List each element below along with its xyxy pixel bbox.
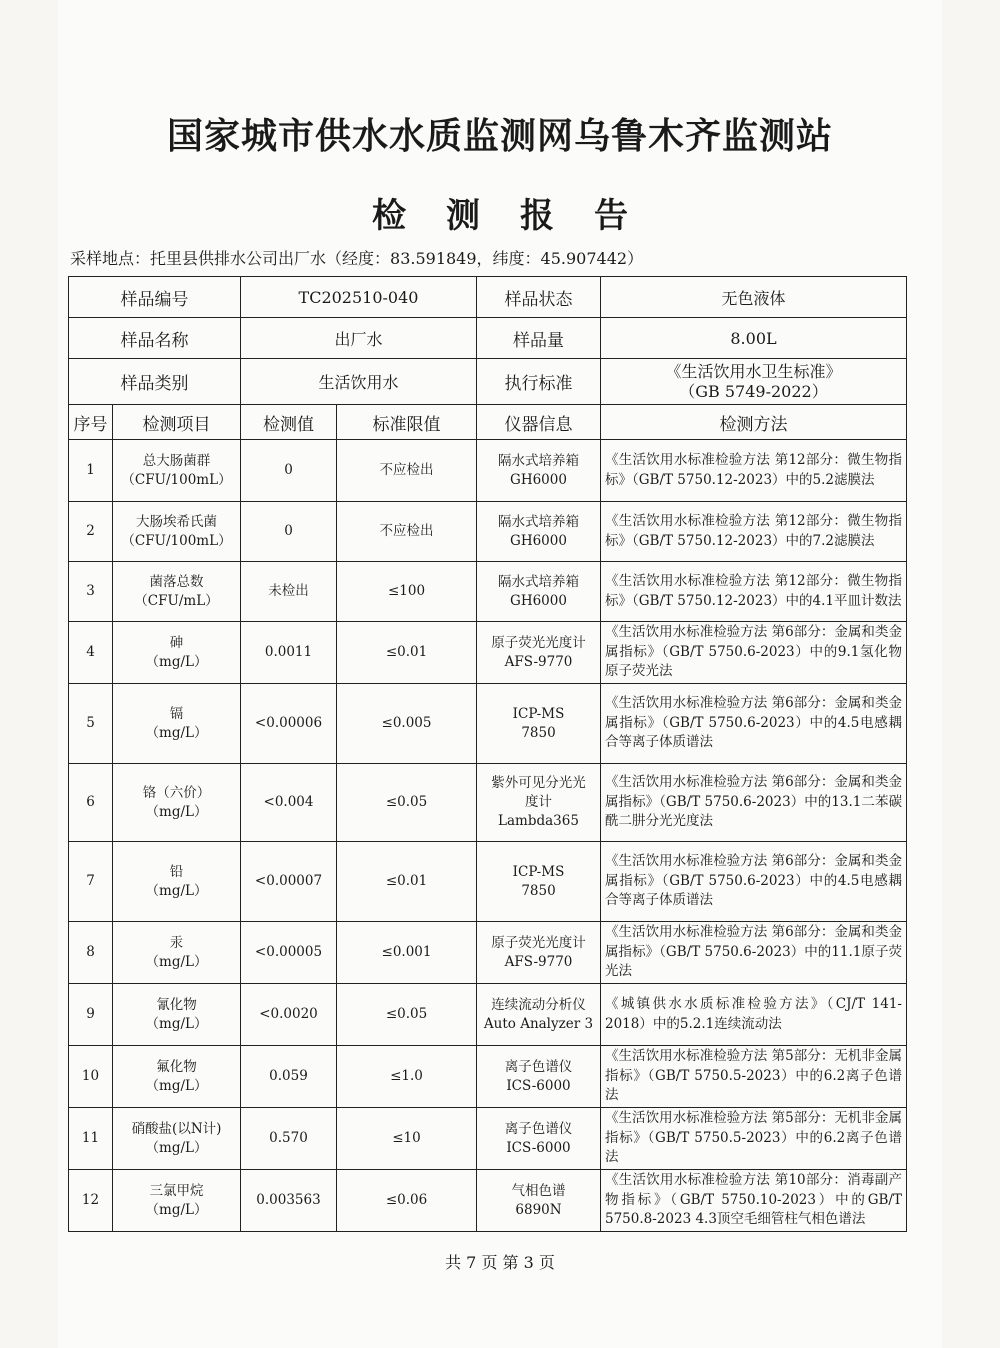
table-row <box>69 1108 907 1170</box>
test-method: 《生活饮用水标准检验方法 第12部分：微生物指标》（GB/T 5750.12-2023）中的4.1平皿计数法 <box>601 562 907 622</box>
standard-code: （GB 5749-2022） <box>679 381 828 401</box>
test-method: 《城镇供水水质标准检验方法》（CJ/T 141-2018）中的5.2.1连续流动法 <box>601 984 907 1046</box>
col-header-limit: 标准限值 <box>337 405 477 440</box>
test-value: 0.003563 <box>241 1170 337 1232</box>
instrument-line: ICS-6000 <box>506 1077 571 1094</box>
standard-limit: ≤0.01 <box>337 842 477 922</box>
test-method: 《生活饮用水标准检验方法 第5部分：无机非金属指标》（GB/T 5750.5-2023）中的6.2离子色谱法 <box>601 1108 907 1170</box>
sample-name-label: 样品名称 <box>69 318 241 359</box>
test-value: <0.0020 <box>241 984 337 1046</box>
instrument-line: 7850 <box>521 882 556 899</box>
test-value: <0.00007 <box>241 842 337 922</box>
test-item-unit: （mg/L） <box>145 882 208 899</box>
standard-limit: ≤0.06 <box>337 1170 477 1232</box>
test-item <box>113 440 241 502</box>
row-number: 8 <box>69 922 113 984</box>
row-number: 1 <box>69 440 113 502</box>
sampling-value: 托里县供排水公司出厂水（经度：83.591849，纬度：45.907442） <box>150 249 644 268</box>
col-header-method: 检测方法 <box>601 405 907 440</box>
test-item-unit: （CFU/100mL） <box>121 471 232 488</box>
sample-type-value: 生活饮用水 <box>241 359 477 405</box>
table-row <box>69 684 907 764</box>
instrument-line: AFS-9770 <box>504 953 573 970</box>
instrument-line: 度计 <box>525 794 552 810</box>
instrument-line: 隔水式培养箱 <box>498 573 579 590</box>
info-row-sample-type <box>69 359 907 405</box>
column-header-row <box>69 405 907 440</box>
test-item-unit: （mg/L） <box>145 653 208 670</box>
test-method: 《生活饮用水标准检验方法 第6部分：金属和类金属指标》（GB/T 5750.6-2023）中的9.1氢化物原子荧光法 <box>601 622 907 684</box>
test-item-name: 砷 <box>169 634 184 651</box>
page-number: 共 7 页 第 3 页 <box>445 1253 555 1272</box>
sampling-label: 采样地点： <box>70 249 151 268</box>
row-number: 10 <box>69 1046 113 1108</box>
report-title: 检测报告 <box>372 196 668 236</box>
instrument-info <box>477 842 601 922</box>
instrument-info <box>477 764 601 842</box>
test-item-unit: （mg/L） <box>145 953 208 970</box>
table-row <box>69 502 907 562</box>
instrument-line: 原子荧光光度计 <box>491 934 586 951</box>
test-value: 0 <box>241 440 337 502</box>
test-value: 0.0011 <box>241 622 337 684</box>
row-number: 2 <box>69 502 113 562</box>
instrument-line: Lambda365 <box>498 813 579 829</box>
test-method: 《生活饮用水标准检验方法 第10部分：消毒副产物指标》（GB/T 5750.10-2023）中的GB/T 5750.8-2023 4.3顶空毛细管柱气相色谱法 <box>601 1170 907 1232</box>
instrument-line: 隔水式培养箱 <box>498 452 579 469</box>
col-header-no: 序号 <box>69 405 113 440</box>
test-item-name: 铬（六价） <box>142 784 211 801</box>
test-item-unit: （mg/L） <box>145 1139 208 1156</box>
standard-value <box>601 359 907 405</box>
test-item-name: 硝酸盐(以N计) <box>131 1120 222 1137</box>
standard-limit: ≤0.005 <box>337 684 477 764</box>
table-row <box>69 1046 907 1108</box>
test-item <box>113 842 241 922</box>
row-number: 9 <box>69 984 113 1046</box>
standard-limit: 不应检出 <box>337 502 477 562</box>
row-number: 7 <box>69 842 113 922</box>
sample-no-label: 样品编号 <box>69 277 241 318</box>
standard-limit: ≤0.001 <box>337 922 477 984</box>
test-value: 未检出 <box>241 562 337 622</box>
test-value: <0.00006 <box>241 684 337 764</box>
test-item-unit: （mg/L） <box>145 803 208 820</box>
test-item <box>113 1108 241 1170</box>
test-item-unit: （mg/L） <box>145 1077 208 1094</box>
report-table <box>68 276 907 1232</box>
table-row <box>69 1170 907 1232</box>
test-item-name: 三氯甲烷 <box>149 1182 204 1199</box>
table-row <box>69 842 907 922</box>
test-item-name: 镉 <box>169 705 184 722</box>
instrument-info <box>477 440 601 502</box>
standard-limit: ≤100 <box>337 562 477 622</box>
test-item <box>113 502 241 562</box>
test-item-name: 大肠埃希氏菌 <box>136 513 217 530</box>
instrument-line: 气相色谱 <box>511 1182 566 1199</box>
test-item-unit: （CFU/mL） <box>134 592 219 609</box>
instrument-info <box>477 922 601 984</box>
standard-label: 执行标准 <box>477 359 601 405</box>
row-number: 3 <box>69 562 113 622</box>
sample-state-value: 无色液体 <box>601 277 907 318</box>
standard-limit: ≤10 <box>337 1108 477 1170</box>
table-row <box>69 440 907 502</box>
standard-limit: ≤1.0 <box>337 1046 477 1108</box>
test-value: <0.004 <box>241 764 337 842</box>
test-value: 0 <box>241 502 337 562</box>
instrument-info <box>477 684 601 764</box>
test-method: 《生活饮用水标准检验方法 第6部分：金属和类金属指标》（GB/T 5750.6-2023）中的13.1二苯碳酰二肼分光光度法 <box>601 764 907 842</box>
test-item-unit: （mg/L） <box>145 1015 208 1032</box>
test-item-unit: （mg/L） <box>145 1201 208 1218</box>
col-header-value: 检测值 <box>241 405 337 440</box>
standard-limit: ≤0.05 <box>337 984 477 1046</box>
instrument-info <box>477 1108 601 1170</box>
test-item <box>113 684 241 764</box>
test-method: 《生活饮用水标准检验方法 第6部分：金属和类金属指标》（GB/T 5750.6-2023）中的4.5电感耦合等离子体质谱法 <box>601 684 907 764</box>
test-method: 《生活饮用水标准检验方法 第6部分：金属和类金属指标》（GB/T 5750.6-2023）中的4.5电感耦合等离子体质谱法 <box>601 842 907 922</box>
instrument-line: 隔水式培养箱 <box>498 513 579 530</box>
test-item <box>113 622 241 684</box>
test-value: 0.570 <box>241 1108 337 1170</box>
sample-name-value: 出厂水 <box>241 318 477 359</box>
organization-title: 国家城市供水水质监测网乌鲁木齐监测站 <box>166 116 833 157</box>
col-header-item: 检测项目 <box>113 405 241 440</box>
test-method: 《生活饮用水标准检验方法 第12部分：微生物指标》（GB/T 5750.12-2023）中的7.2滤膜法 <box>601 502 907 562</box>
col-header-instrument: 仪器信息 <box>477 405 601 440</box>
instrument-info <box>477 1046 601 1108</box>
instrument-line: ICP-MS <box>512 863 565 880</box>
instrument-line: ICS-6000 <box>506 1139 571 1156</box>
test-item-unit: （mg/L） <box>145 724 208 741</box>
table-row <box>69 764 907 842</box>
standard-limit: ≤0.05 <box>337 764 477 842</box>
test-item-name: 氟化物 <box>156 1058 197 1075</box>
row-number: 11 <box>69 1108 113 1170</box>
test-item-unit: （CFU/100mL） <box>121 532 232 549</box>
instrument-line: GH6000 <box>510 532 567 549</box>
instrument-line: GH6000 <box>510 592 567 609</box>
instrument-info <box>477 1170 601 1232</box>
info-row-sample-no <box>69 277 907 318</box>
instrument-line: Auto Analyzer 3 <box>483 1015 594 1032</box>
standard-limit: 不应检出 <box>337 440 477 502</box>
test-item-name: 菌落总数 <box>149 573 204 590</box>
instrument-line: 离子色谱仪 <box>504 1120 573 1137</box>
result-rows <box>69 440 907 1232</box>
instrument-info <box>477 622 601 684</box>
instrument-line: 连续流动分析仪 <box>491 996 586 1013</box>
standard-name: 《生活饮用水卫生标准》 <box>665 361 842 381</box>
test-method: 《生活饮用水标准检验方法 第12部分：微生物指标》（GB/T 5750.12-2023）中的5.2滤膜法 <box>601 440 907 502</box>
row-number: 4 <box>69 622 113 684</box>
sample-type-label: 样品类别 <box>69 359 241 405</box>
test-value: <0.00005 <box>241 922 337 984</box>
instrument-info <box>477 984 601 1046</box>
test-item <box>113 1170 241 1232</box>
instrument-line: GH6000 <box>510 471 567 488</box>
instrument-line: 离子色谱仪 <box>504 1058 573 1075</box>
row-number: 6 <box>69 764 113 842</box>
instrument-info <box>477 502 601 562</box>
test-method: 《生活饮用水标准检验方法 第6部分：金属和类金属指标》（GB/T 5750.6-2023）中的11.1原子荧光法 <box>601 922 907 984</box>
test-item <box>113 922 241 984</box>
test-method: 《生活饮用水标准检验方法 第5部分：无机非金属指标》（GB/T 5750.5-2023）中的6.2离子色谱法 <box>601 1046 907 1108</box>
standard-limit: ≤0.01 <box>337 622 477 684</box>
instrument-line: 6890N <box>515 1201 562 1218</box>
table-row <box>69 922 907 984</box>
sample-state-label: 样品状态 <box>477 277 601 318</box>
test-item <box>113 984 241 1046</box>
sample-qty-label: 样品量 <box>477 318 601 359</box>
sample-no-value: TC202510-040 <box>241 277 477 318</box>
table-row <box>69 562 907 622</box>
sampling-location <box>70 246 643 269</box>
instrument-line: 紫外可见分光光 <box>491 775 586 791</box>
sample-qty-value: 8.00L <box>601 318 907 359</box>
instrument-info <box>477 562 601 622</box>
info-row-sample-name <box>69 318 907 359</box>
row-number: 5 <box>69 684 113 764</box>
test-item <box>113 764 241 842</box>
row-number: 12 <box>69 1170 113 1232</box>
test-item-name: 铅 <box>169 863 184 880</box>
test-item <box>113 562 241 622</box>
test-item-name: 总大肠菌群 <box>142 452 211 469</box>
test-item-name: 汞 <box>169 934 184 951</box>
table-row <box>69 984 907 1046</box>
test-item-name: 氰化物 <box>156 996 197 1013</box>
instrument-line: AFS-9770 <box>504 653 573 670</box>
instrument-line: 原子荧光光度计 <box>491 634 586 651</box>
test-item <box>113 1046 241 1108</box>
test-value: 0.059 <box>241 1046 337 1108</box>
instrument-line: ICP-MS <box>512 705 565 722</box>
instrument-line: 7850 <box>521 724 556 741</box>
table-row <box>69 622 907 684</box>
